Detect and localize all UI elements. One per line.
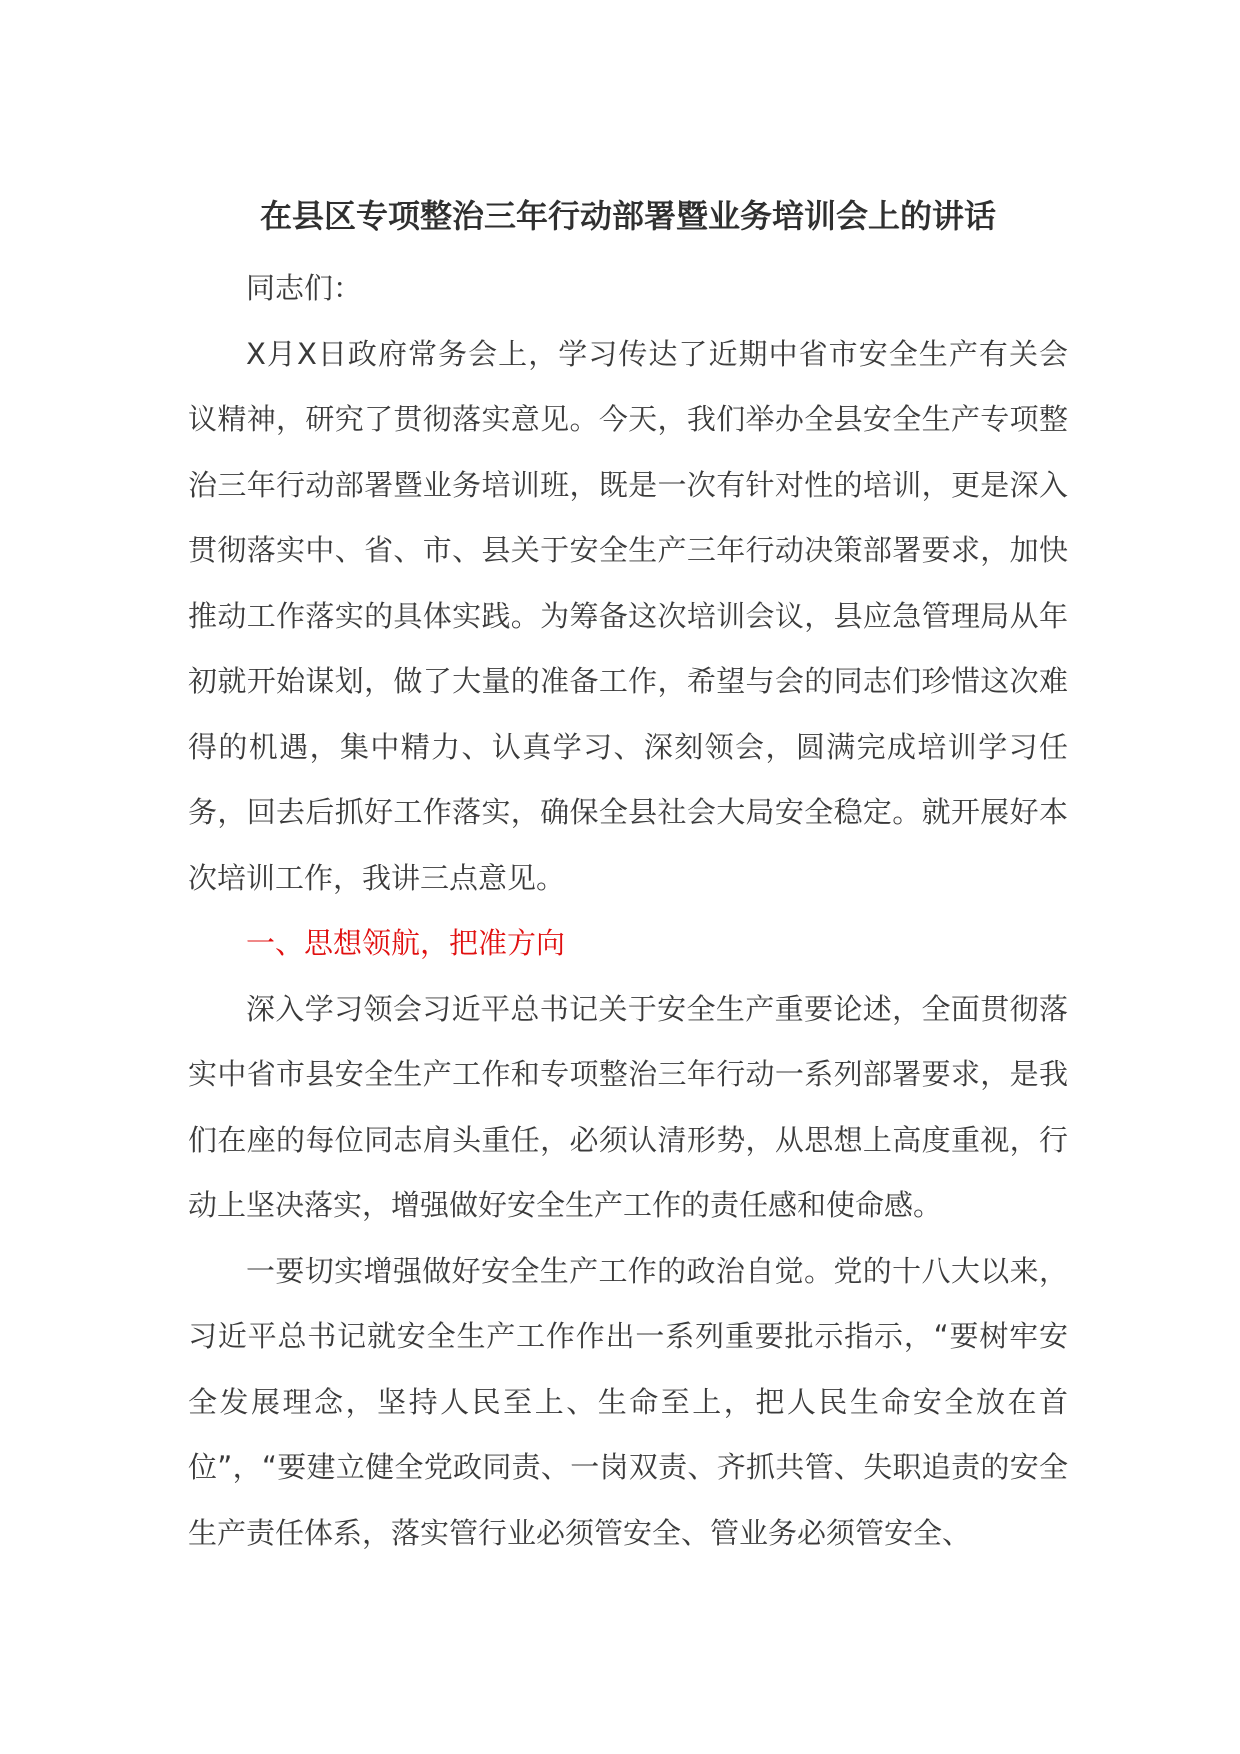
document-title: 在县区专项整治三年行动部署暨业务培训会上的讲话	[259, 197, 996, 235]
document-body	[188, 188, 1068, 1566]
paragraph-point-one: 一要切实增强做好安全生产工作的政治自觉。党的十八大以来，习近平总书记就安全生产工作作出一系列重要批示指示，“要树牢安全发展理念，坚持人民至上、生命至上，把人民生命安全放在首位”，“要建立健全党政同责、一岗双责、齐抓共管、失职追责的安全生产责任体系，落实管行业必须管安全、管业务必须管安全、	[188, 1253, 1068, 1550]
paragraph-section-intro: 深入学习领会习近平总书记关于安全生产重要论述，全面贯彻落实中省市县安全生产工作和专项整治三年行动一系列部署要求，是我们在座的每位同志肩头重任，必须认清形势，从思想上高度重视，行动上坚决落实，增强做好安全生产工作的责任感和使命感。	[188, 991, 1068, 1222]
section-heading: 一、思想领航，把准方向	[246, 926, 566, 960]
salutation: 同志们：	[246, 271, 363, 305]
paragraph-intro: X月X日政府常务会上，学习传达了近期中省市安全生产有关会议精神，研究了贯彻落实意见。今天，我们举办全县安全生产专项整治三年行动部署暨业务培训班，既是一次有针对性的培训，更是深入贯彻落实中、省、市、县关于安全生产三年行动决策部署要求，加快推动工作落实的具体实践。为筹备这次培训会议，县应急管理局从年初就开始谋划，做了大量的准备工作，希望与会的同志们珍惜这次难得的机遇，集中精力、认真学习、深刻领会，圆满完成培训学习任务，回去后抓好工作落实，确保全县社会大局安全稳定。就开展好本次培训工作，我讲三点意见。	[188, 336, 1068, 895]
